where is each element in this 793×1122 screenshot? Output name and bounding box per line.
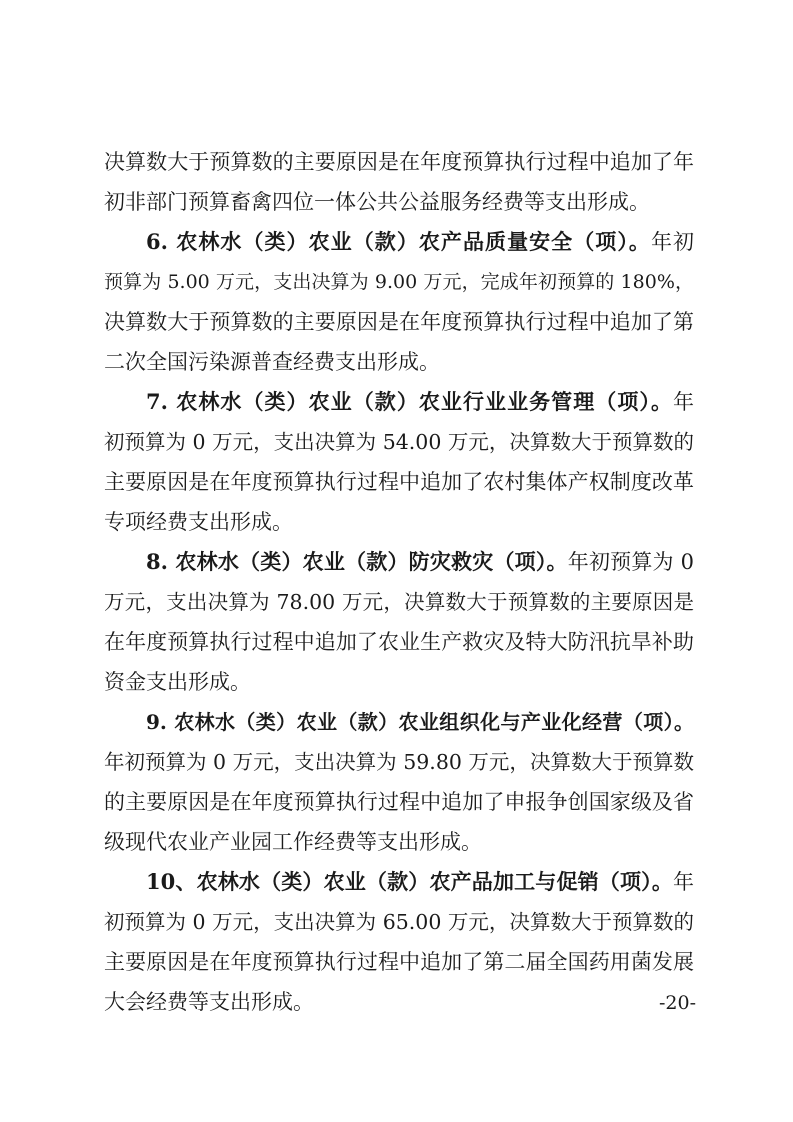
item-7-heading: 7. 农林水（类）农业（款）农业行业业务管理（项）。 xyxy=(146,389,673,414)
body-line: 年初预算为 0 万元，支出决算为 59.80 万元，决算数大于预算数 xyxy=(104,750,694,774)
body-line: 主要原因是在年度预算执行过程中追加了第二届全国药用菌发展 xyxy=(104,950,694,974)
body-text: 年 xyxy=(673,870,694,894)
body-text: 年初 xyxy=(650,230,695,254)
body-line: 主要原因是在年度预算执行过程中追加了农村集体产权制度改革 xyxy=(104,470,694,494)
item-6-heading: 6. 农林水（类）农业（款）农产品质量安全（项）。 xyxy=(146,229,651,254)
body-line: 级现代农业产业园工作经费等支出形成。 xyxy=(104,830,482,854)
body-line: 资金支出形成。 xyxy=(104,670,251,694)
item-9-heading-line xyxy=(146,702,694,742)
body-line: 初预算为 0 万元，支出决算为 54.00 万元，决算数大于预算数的 xyxy=(104,430,694,454)
body-line: 预算为 5.00 万元，支出决算为 9.00 万元，完成年初预算的 180%， xyxy=(104,271,694,293)
item-10-heading-line xyxy=(146,862,694,902)
body-line: 大会经费等支出形成。 xyxy=(104,990,314,1014)
item-6-heading-line xyxy=(146,222,694,262)
body-line: 初预算为 0 万元，支出决算为 65.00 万元，决算数大于预算数的 xyxy=(104,910,694,934)
item-8-heading: 8. 农林水（类）农业（款）防灾救灾（项）。 xyxy=(146,549,568,574)
body-text: 年初预算为 0 xyxy=(567,550,694,574)
page-number: -20- xyxy=(658,992,696,1014)
item-8-heading-line xyxy=(146,542,694,582)
item-9-heading: 9. 农林水（类）农业（款）农业组织化与产业化经营（项）。 xyxy=(146,710,694,734)
body-line: 的主要原因是在年度预算执行过程中追加了申报争创国家级及省 xyxy=(104,790,694,814)
body-line: 决算数大于预算数的主要原因是在年度预算执行过程中追加了第 xyxy=(104,310,694,334)
body-line: 在年度预算执行过程中追加了农业生产救灾及特大防汛抗旱补助 xyxy=(104,630,694,654)
body-line: 二次全国污染源普查经费支出形成。 xyxy=(104,350,440,374)
item-7-heading-line xyxy=(146,382,694,422)
body-line: 初非部门预算畜禽四位一体公共公益服务经费等支出形成。 xyxy=(104,190,650,214)
body-line: 决算数大于预算数的主要原因是在年度预算执行过程中追加了年 xyxy=(104,150,694,174)
body-line: 专项经费支出形成。 xyxy=(104,510,293,534)
body-line: 万元，支出决算为 78.00 万元，决算数大于预算数的主要原因是 xyxy=(104,590,694,614)
body-text: 年 xyxy=(673,390,694,414)
item-10-heading: 10、农林水（类）农业（款）农产品加工与促销（项）。 xyxy=(146,869,673,894)
